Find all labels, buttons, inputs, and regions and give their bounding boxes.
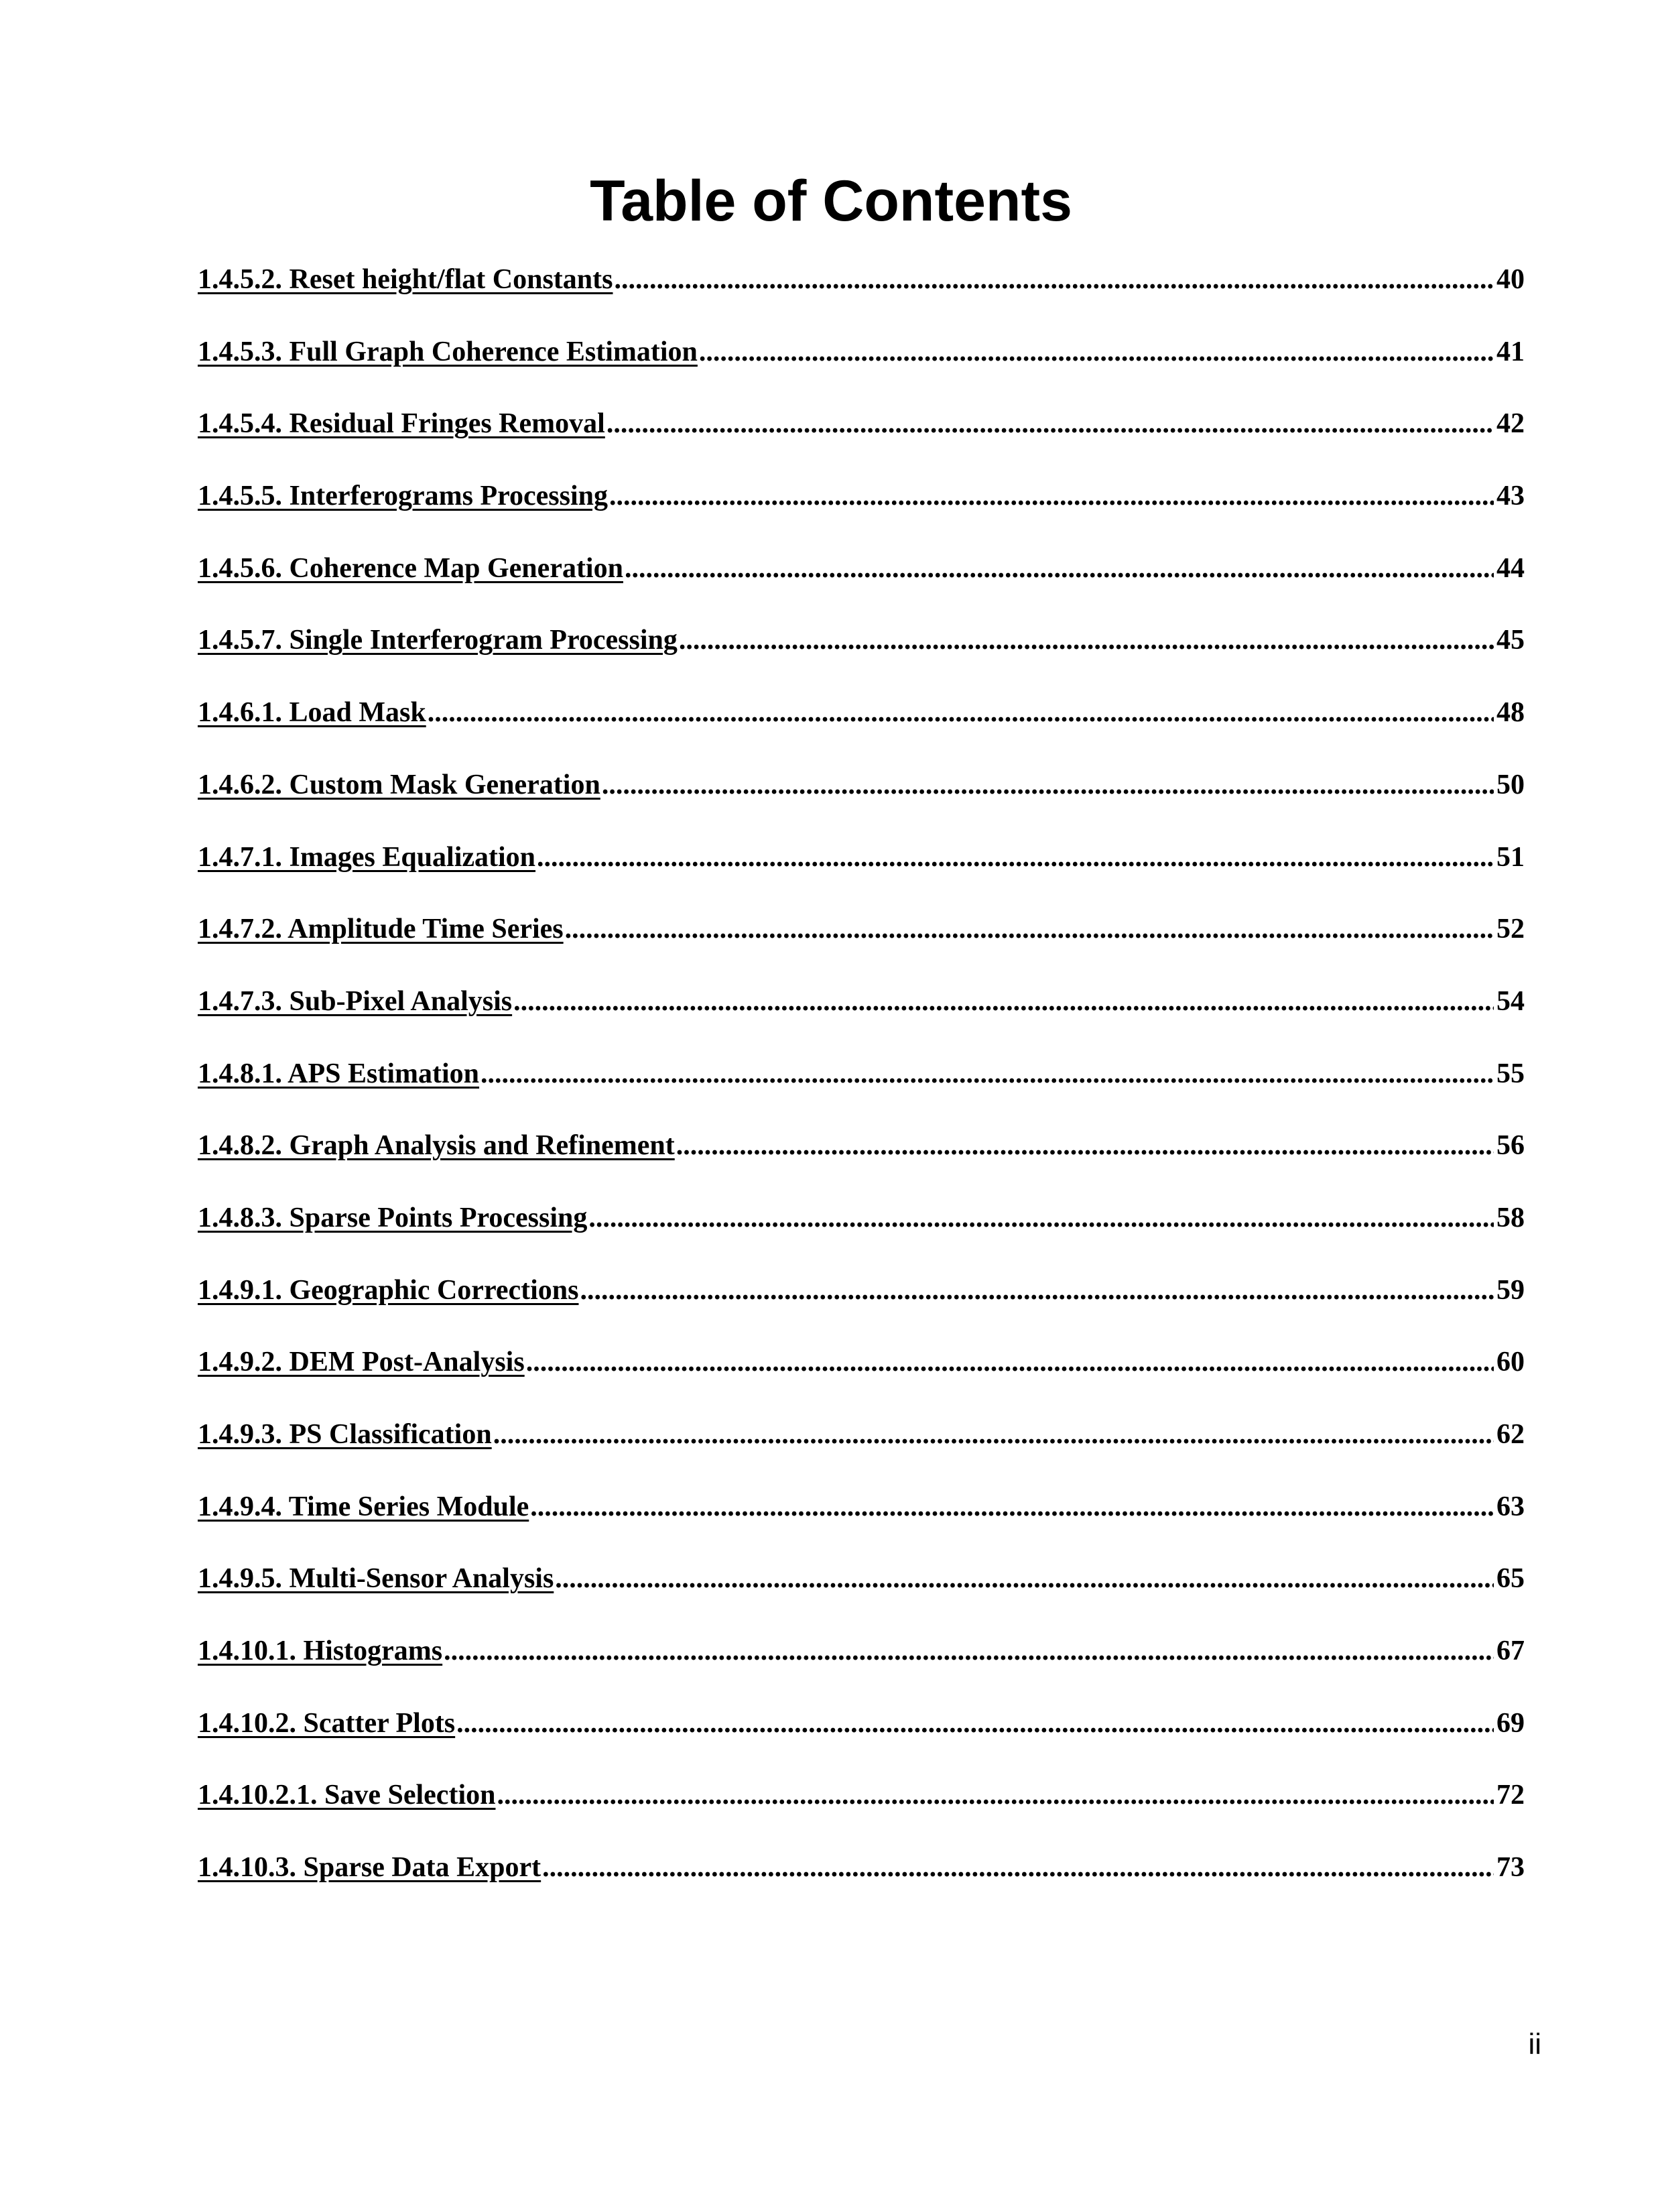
toc-entry-label[interactable]: 1.4.5.3. Full Graph Coherence Estimation (198, 336, 698, 367)
toc-page-number[interactable]: 50 (1496, 769, 1525, 800)
dot-leader (614, 258, 1494, 301)
toc-entry[interactable] (198, 980, 1525, 1052)
toc-page-number[interactable]: 45 (1496, 625, 1525, 656)
toc-page-number[interactable]: 60 (1496, 1347, 1525, 1378)
toc-entry[interactable] (198, 908, 1525, 980)
toc-page-number[interactable]: 59 (1496, 1274, 1525, 1306)
toc-entry-label[interactable]: 1.4.7.3. Sub-Pixel Analysis (198, 985, 513, 1017)
toc-entry[interactable] (198, 619, 1525, 691)
toc-entry[interactable] (198, 1269, 1525, 1341)
toc-entry-label[interactable]: 1.4.5.4. Residual Fringes Removal (198, 408, 605, 440)
dot-leader (497, 1774, 1494, 1817)
toc-entry-label[interactable]: 1.4.9.2. DEM Post-Analysis (198, 1347, 525, 1378)
toc-page-number[interactable]: 41 (1496, 336, 1525, 367)
dot-leader (699, 330, 1494, 373)
toc-entry-label[interactable]: 1.4.8.1. APS Estimation (198, 1058, 480, 1089)
dot-leader (609, 475, 1494, 517)
toc-entry[interactable] (198, 1196, 1525, 1269)
toc-entry-label[interactable]: 1.4.5.7. Single Interferogram Processing (198, 625, 678, 656)
toc-entry[interactable] (198, 1846, 1525, 1918)
dot-leader (530, 1485, 1494, 1528)
toc-entry-label[interactable]: 1.4.8.3. Sparse Points Processing (198, 1202, 588, 1233)
toc-page-number[interactable]: 51 (1496, 841, 1525, 873)
toc-entry-label[interactable]: 1.4.6.1. Load Mask (198, 697, 426, 729)
toc-entry[interactable] (198, 402, 1525, 475)
toc-entry-label[interactable]: 1.4.9.4. Time Series Module (198, 1491, 529, 1522)
toc-entry-label[interactable]: 1.4.7.2. Amplitude Time Series (198, 914, 564, 945)
toc-entry-label[interactable]: 1.4.9.3. PS Classification (198, 1419, 492, 1450)
toc-page-number[interactable]: 43 (1496, 481, 1525, 512)
toc-entry-label[interactable]: 1.4.10.3. Sparse Data Export (198, 1852, 541, 1884)
toc-entry[interactable] (198, 330, 1525, 403)
toc-entry[interactable] (198, 1485, 1525, 1558)
toc-entry[interactable] (198, 1557, 1525, 1630)
toc-entry[interactable] (198, 1413, 1525, 1485)
toc-entry[interactable] (198, 1052, 1525, 1125)
dot-leader (481, 1052, 1494, 1095)
dot-leader (565, 908, 1494, 950)
dot-leader (456, 1702, 1494, 1745)
dot-leader (602, 763, 1494, 806)
toc-entry-label[interactable]: 1.4.10.2. Scatter Plots (198, 1707, 456, 1739)
toc-entry-label[interactable]: 1.4.7.1. Images Equalization (198, 841, 536, 873)
toc-entry[interactable] (198, 836, 1525, 908)
dot-leader (588, 1196, 1494, 1239)
toc-entry[interactable] (198, 1702, 1525, 1774)
dot-leader (493, 1413, 1494, 1456)
page-number: ii (1528, 2028, 1541, 2061)
toc-page-number[interactable]: 72 (1496, 1780, 1525, 1811)
dot-leader (580, 1269, 1494, 1312)
toc-entry-label[interactable]: 1.4.8.2. Graph Analysis and Refinement (198, 1130, 675, 1162)
page-title: Table of Contents (590, 169, 1072, 233)
dot-leader (444, 1630, 1494, 1672)
toc-entry-label[interactable]: 1.4.9.1. Geographic Corrections (198, 1274, 579, 1306)
toc-page-number[interactable]: 65 (1496, 1563, 1525, 1595)
dot-leader (526, 1341, 1494, 1384)
toc-page-number[interactable]: 52 (1496, 914, 1525, 945)
dot-leader (513, 980, 1494, 1023)
toc-page-number[interactable]: 73 (1496, 1852, 1525, 1884)
dot-leader (625, 547, 1494, 590)
toc-entry-label[interactable]: 1.4.5.2. Reset height/flat Constants (198, 264, 613, 295)
toc-page-number[interactable]: 48 (1496, 697, 1525, 729)
toc-entry-label[interactable]: 1.4.10.2.1. Save Selection (198, 1780, 496, 1811)
toc-entry-label[interactable]: 1.4.5.6. Coherence Map Generation (198, 552, 623, 584)
dot-leader (428, 691, 1494, 734)
dot-leader (676, 1124, 1494, 1167)
toc-entry[interactable] (198, 475, 1525, 547)
dot-leader (537, 836, 1494, 879)
dot-leader (542, 1846, 1494, 1889)
toc-entry[interactable] (198, 258, 1525, 330)
toc-page-number[interactable]: 54 (1496, 985, 1525, 1017)
toc-entry-label[interactable]: 1.4.10.1. Histograms (198, 1636, 443, 1667)
toc-entry[interactable] (198, 1774, 1525, 1846)
toc-page-number[interactable]: 40 (1496, 264, 1525, 295)
toc-entry[interactable] (198, 547, 1525, 619)
toc-entry[interactable] (198, 1341, 1525, 1413)
toc-entry[interactable] (198, 1630, 1525, 1702)
toc-page-number[interactable]: 62 (1496, 1419, 1525, 1450)
toc-page-number[interactable]: 56 (1496, 1130, 1525, 1162)
toc-entry-label[interactable]: 1.4.5.5. Interferograms Processing (198, 481, 608, 512)
toc-entry[interactable] (198, 1124, 1525, 1196)
toc-page-number[interactable]: 69 (1496, 1707, 1525, 1739)
table-of-contents (198, 258, 1525, 1918)
toc-entry[interactable] (198, 763, 1525, 836)
toc-page-number[interactable]: 42 (1496, 408, 1525, 440)
toc-page-number[interactable]: 55 (1496, 1058, 1525, 1089)
dot-leader (555, 1557, 1494, 1600)
toc-page-number[interactable]: 44 (1496, 552, 1525, 584)
toc-entry-label[interactable]: 1.4.9.5. Multi-Sensor Analysis (198, 1563, 554, 1595)
dot-leader (606, 402, 1494, 445)
toc-entry-label[interactable]: 1.4.6.2. Custom Mask Generation (198, 769, 600, 800)
dot-leader (679, 619, 1494, 662)
toc-page-number[interactable]: 58 (1496, 1202, 1525, 1233)
toc-page-number[interactable]: 63 (1496, 1491, 1525, 1522)
toc-page-number[interactable]: 67 (1496, 1636, 1525, 1667)
toc-entry[interactable] (198, 691, 1525, 763)
